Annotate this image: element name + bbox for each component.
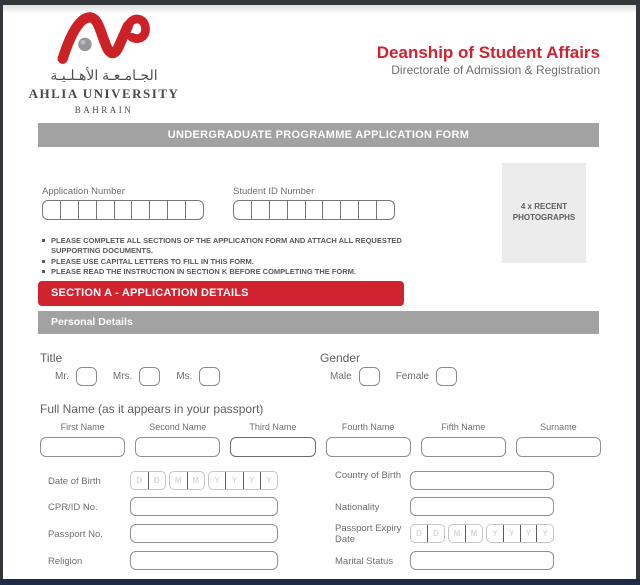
date-cell[interactable]: D: [433, 529, 439, 538]
surname-label: Surname: [540, 422, 577, 432]
date-cell[interactable]: M: [170, 472, 188, 489]
digit-cell[interactable]: [79, 201, 97, 219]
first-name-input[interactable]: [40, 437, 125, 457]
date-cell[interactable]: Y: [226, 472, 243, 489]
date-cell[interactable]: Y: [542, 529, 548, 538]
digit-cell[interactable]: [359, 201, 377, 219]
second-name-input[interactable]: [135, 437, 220, 457]
gender-female-label: Female: [395, 371, 430, 382]
title-ms-checkbox[interactable]: [199, 367, 220, 386]
second-name-label: Second Name: [149, 422, 207, 432]
cpr-label: CPR/ID No.: [48, 502, 98, 513]
gender-female-checkbox[interactable]: [436, 367, 457, 386]
digit-cell[interactable]: [270, 201, 288, 219]
instruction-item: PLEASE READ THE INSTRUCTION IN SECTION K BEFORE COMPLETING THE FORM.: [42, 267, 444, 277]
fourth-name-field: [326, 422, 411, 457]
digit-cell[interactable]: [234, 201, 252, 219]
third-name-label: Third Name: [249, 422, 297, 432]
photo-placeholder: 4 x RECENT PHOTOGRAPHS: [502, 163, 586, 263]
digit-cell[interactable]: [323, 201, 341, 219]
gender-options: [330, 367, 457, 386]
fifth-name-label: Fifth Name: [441, 422, 486, 432]
digit-cell[interactable]: [43, 201, 61, 219]
application-number-input[interactable]: [42, 200, 204, 220]
dob-label: Date of Birth: [48, 476, 101, 487]
third-name-field: [230, 422, 315, 457]
student-id-label: Student ID Number: [233, 186, 315, 197]
second-name-field: [135, 422, 220, 457]
date-cell[interactable]: D: [131, 472, 149, 489]
digit-cell[interactable]: [306, 201, 324, 219]
title-label: Title: [40, 351, 63, 365]
form-title-banner: UNDERGRADUATE PROGRAMME APPLICATION FORM: [38, 123, 599, 147]
section-a-banner: SECTION A - APPLICATION DETAILS: [38, 281, 404, 306]
fifth-name-input[interactable]: [421, 437, 506, 457]
digit-cell[interactable]: [252, 201, 270, 219]
digit-cell[interactable]: [377, 201, 394, 219]
digit-cell[interactable]: [61, 201, 79, 219]
nationality-label: Nationality: [335, 502, 380, 513]
logo-arabic-text: الجـامـعـة الأهـلـيـة: [50, 67, 158, 83]
logo-university-name: AHLIA UNIVERSITY: [28, 86, 180, 101]
title-option-mrs-label: Mrs.: [112, 371, 133, 382]
fifth-name-field: [421, 422, 506, 457]
date-cell[interactable]: M: [192, 476, 200, 485]
digit-cell[interactable]: [288, 201, 306, 219]
deanship-title: Deanship of Student Affairs: [376, 43, 600, 62]
date-cell[interactable]: Y: [266, 476, 272, 485]
gender-label: Gender: [320, 351, 361, 365]
title-mr-checkbox[interactable]: [76, 367, 97, 386]
logo-country: BAHRAIN: [74, 105, 134, 115]
first-name-label: First Name: [60, 422, 105, 432]
date-cell[interactable]: Y: [244, 472, 261, 489]
passport-label: Passport No.: [48, 529, 103, 540]
digit-cell[interactable]: [97, 201, 115, 219]
date-cell[interactable]: D: [153, 476, 160, 485]
marital-status-row: [3, 551, 636, 570]
digit-cell[interactable]: [186, 201, 203, 219]
passport-expiry-row: [3, 523, 636, 546]
header-department: [377, 43, 600, 78]
application-number-label: Application Number: [42, 186, 125, 197]
university-logo: [15, 9, 193, 115]
date-cell[interactable]: M: [470, 529, 478, 538]
title-options: [55, 367, 220, 386]
passport-expiry-label: Passport Expiry Date: [335, 523, 402, 546]
ahlia-logo-icon: [56, 11, 152, 65]
marital-status-input[interactable]: [410, 551, 554, 570]
fourth-name-label: Fourth Name: [341, 422, 395, 432]
student-id-input[interactable]: [233, 200, 395, 220]
digit-cell[interactable]: [168, 201, 186, 219]
full-name-grid: [40, 422, 601, 457]
title-mrs-checkbox[interactable]: [139, 367, 160, 386]
digit-cell[interactable]: [115, 201, 133, 219]
fourth-name-input[interactable]: [326, 437, 411, 457]
date-cell[interactable]: Y: [504, 525, 521, 542]
instruction-item: PLEASE USE CAPITAL LETTERS TO FILL IN THIS FORM.: [42, 257, 444, 267]
digit-cell[interactable]: [132, 201, 150, 219]
passport-expiry-input[interactable]: [410, 524, 554, 543]
religion-label: Religion: [48, 556, 83, 567]
third-name-input[interactable]: [230, 437, 315, 457]
surname-field: [516, 422, 601, 457]
country-of-birth-row: [3, 471, 636, 490]
gender-male-checkbox[interactable]: [359, 367, 380, 386]
date-cell[interactable]: M: [449, 525, 466, 542]
personal-details-banner: Personal Details: [38, 311, 599, 334]
instruction-item: PLEASE COMPLETE ALL SECTIONS OF THE APPLICATION FORM AND ATTACH ALL REQUESTED SUPPORTING DOCUMENTS.: [42, 236, 444, 256]
date-cell[interactable]: Y: [521, 525, 538, 542]
instructions-list: [42, 236, 444, 278]
page-bottom-edge: [0, 579, 640, 585]
country-of-birth-label: Country of Birth: [335, 470, 401, 481]
title-option-ms-label: Ms.: [176, 371, 193, 382]
digit-cell[interactable]: [341, 201, 359, 219]
full-name-label: Full Name (as it appears in your passport): [40, 402, 264, 416]
date-cell[interactable]: Y: [487, 525, 504, 542]
digit-cell[interactable]: [150, 201, 168, 219]
country-of-birth-input[interactable]: [410, 471, 554, 490]
directorate-subtitle: Directorate of Admission & Registration: [391, 63, 600, 77]
title-option-mr-label: Mr.: [55, 371, 69, 382]
gender-male-label: Male: [330, 371, 352, 382]
first-name-field: [40, 422, 125, 457]
application-form-page: [3, 5, 636, 579]
date-cell[interactable]: D: [411, 525, 428, 542]
marital-status-label: Marital Status: [335, 556, 394, 567]
date-cell[interactable]: Y: [209, 472, 226, 489]
surname-input[interactable]: [516, 437, 601, 457]
nationality-row: [3, 497, 636, 516]
nationality-input[interactable]: [410, 497, 554, 516]
